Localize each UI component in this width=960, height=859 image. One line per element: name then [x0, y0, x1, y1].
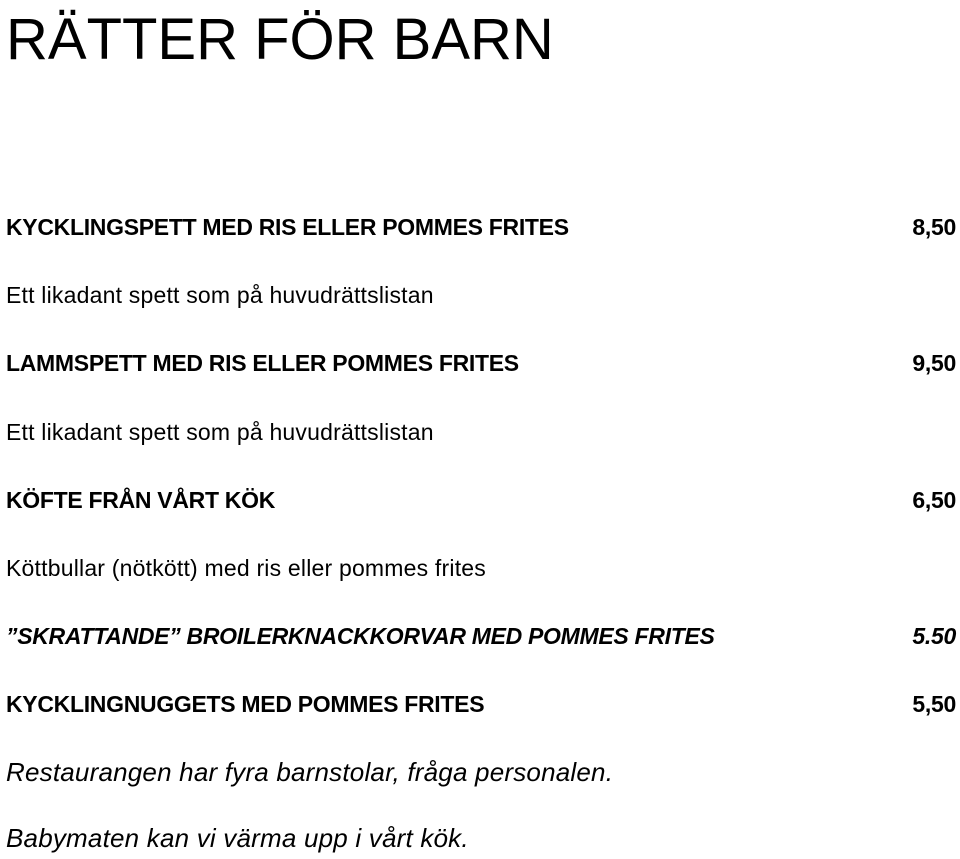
- menu-item-description: Ett likadant spett som på huvudrättslistan: [6, 418, 434, 445]
- menu-item-price: 6,50: [912, 486, 956, 513]
- menu-item-sausages: [6, 618, 956, 654]
- menu-item-name: KÖFTE FRÅN VÅRT KÖK: [6, 486, 276, 513]
- menu-item-kofte: [6, 482, 956, 518]
- menu-item-price: 9,50: [912, 349, 956, 376]
- menu-item-name: KYCKLINGNUGGETS MED POMMES FRITES: [6, 690, 485, 717]
- menu-note-highchairs: Restaurangen har fyra barnstolar, fråga personalen.: [6, 756, 614, 787]
- menu-item-description: Ett likadant spett som på huvudrättslistan: [6, 281, 434, 308]
- menu-item-name: LAMMSPETT MED RIS ELLER POMMES FRITES: [6, 349, 519, 376]
- menu-item-chicken-skewer: [6, 209, 956, 245]
- menu-item-description: Köttbullar (nötkött) med ris eller pommes frites: [6, 554, 486, 581]
- menu-item-price: 8,50: [912, 213, 956, 240]
- menu-note-babyfood: Babymaten kan vi värma upp i vårt kök.: [6, 822, 469, 853]
- menu-item-nuggets: [6, 686, 956, 722]
- menu-title: RÄTTER FÖR BARN: [6, 7, 554, 72]
- menu-item-name: ”SKRATTANDE” BROILERKNACKKORVAR MED POMMES FRITES: [6, 622, 715, 649]
- menu-item-price: 5.50: [912, 622, 956, 649]
- menu-item-price: 5,50: [912, 690, 956, 717]
- menu-item-lamb-skewer: [6, 345, 956, 381]
- menu-item-name: KYCKLINGSPETT MED RIS ELLER POMMES FRITES: [6, 213, 569, 240]
